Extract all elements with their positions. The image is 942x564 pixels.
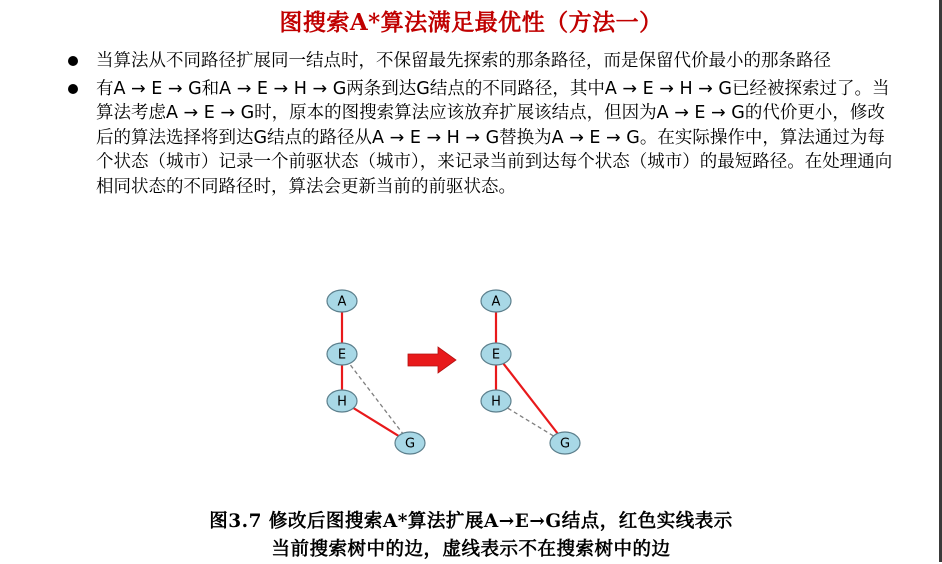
bullet-dot-icon bbox=[68, 84, 78, 94]
bullet-dot-icon bbox=[68, 56, 78, 66]
transition-arrow-icon bbox=[408, 347, 456, 373]
search-tree-diagram bbox=[300, 280, 600, 460]
left-node-label: G bbox=[404, 436, 416, 452]
figure-caption bbox=[0, 508, 942, 564]
bullet-list bbox=[66, 49, 896, 202]
caption-line-2: 当前搜索树中的边，虚线表示不在搜索树中的边 bbox=[271, 539, 671, 560]
right-node-a bbox=[481, 290, 511, 312]
slide-title: 图搜索A*算法满足最优性（方法一） bbox=[279, 9, 663, 36]
left-node-a bbox=[327, 290, 357, 312]
bullet-text-1: 当算法从不同路径扩展同一结点时，不保留最先探索的那条路径，而是保留代价最小的那条路径 bbox=[96, 51, 831, 71]
right-node-label: A bbox=[491, 294, 501, 310]
caption-line-1: 图3.7 修改后图搜索A*算法扩展A→E→G结点，红色实线表示 bbox=[209, 511, 733, 532]
right-node-label: G bbox=[559, 436, 571, 452]
bullet-item-1 bbox=[66, 49, 896, 74]
right-node-label: E bbox=[491, 347, 501, 363]
right-node-h bbox=[481, 390, 511, 412]
left-node-label: H bbox=[337, 394, 347, 410]
right-node-e bbox=[481, 343, 511, 365]
left-node-g bbox=[395, 432, 425, 454]
left-node-h bbox=[327, 390, 357, 412]
right-node-label: H bbox=[491, 394, 501, 410]
left-node-label: E bbox=[337, 347, 347, 363]
bullet-text-2: 有A → E → G和A → E → H → G两条到达G结点的不同路径，其中A → E → H → G已经被探索过了。当算法考虑A → E → G时，原本的图搜索算法应该放弃扩展该结点，但因为A → E → G的代价更小，修改后的算法选择将到达G结点的路径从A → E → H → G替换为A → E → G。在实际操作中，算法通过为每个状态（城市）记录一个前驱状态（城市），来记录当前到达每个状态（城市）的最短路径。在处理通向相同状态的不同路径时，算法会更新当前的前驱状态。 bbox=[96, 78, 893, 197]
bullet-item-2 bbox=[66, 77, 896, 200]
left-node-e bbox=[327, 343, 357, 365]
left-node-label: A bbox=[337, 294, 347, 310]
right-node-g bbox=[550, 432, 580, 454]
